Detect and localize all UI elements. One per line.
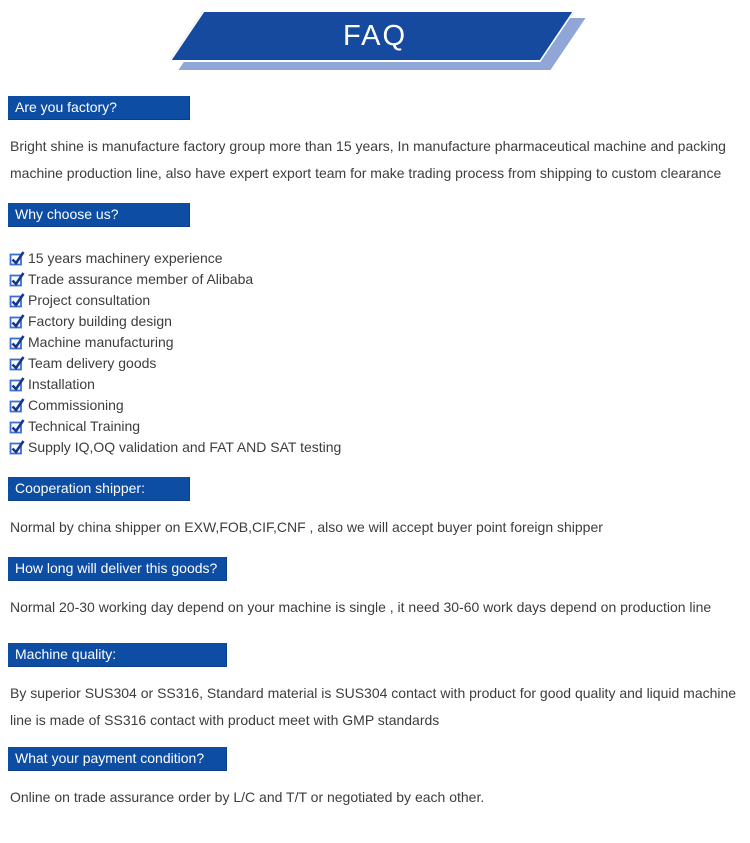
section-heading-payment-condition: What your payment condition?: [8, 747, 227, 771]
checkbox-checked-icon: [9, 334, 25, 350]
section-body-cooperation-shipper: [10, 514, 742, 541]
section-heading-are-you-factory: Are you factory?: [8, 96, 190, 120]
checklist-item: [9, 394, 742, 415]
checklist-item: [9, 415, 742, 436]
section-heading-machine-quality: Machine quality:: [8, 643, 227, 667]
checklist-item: [9, 247, 742, 268]
checkbox-checked-icon: [9, 313, 25, 329]
checklist-item-label: 15 years machinery experience: [28, 249, 223, 266]
checklist-item-label: Technical Training: [28, 417, 141, 434]
section-body-payment-condition: [10, 784, 742, 811]
paragraph-line: Normal 20-30 working day depend on your machine is single , it need 30-60 work days depend on production line: [10, 599, 712, 615]
checkbox-checked-icon: [9, 376, 25, 392]
checklist-item: [9, 289, 742, 310]
faq-title: FAQ: [342, 19, 407, 52]
checkbox-checked-icon: [9, 292, 25, 308]
checklist-item-label: Machine manufacturing: [28, 333, 174, 350]
checklist-item-label: Installation: [28, 375, 95, 392]
paragraph-line: By superior SUS304 or SS316, Standard material is SUS304 contact with product for good quality and liquid machine: [10, 685, 737, 701]
checkbox-checked-icon: [9, 439, 25, 455]
checkbox-checked-icon: [9, 418, 25, 434]
section-body-machine-quality: [10, 680, 742, 734]
paragraph-line: machine production line, also have expert export team for make trading process from shipping to custom clearance: [10, 165, 722, 181]
section-heading-why-choose-us: Why choose us?: [8, 203, 190, 227]
checklist-item-label: Team delivery goods: [28, 354, 157, 371]
checklist-item-label: Project consultation: [28, 291, 151, 308]
section-body-delivery-time: [10, 594, 742, 621]
checklist-item-label: Factory building design: [28, 312, 172, 329]
faq-content: [0, 96, 750, 811]
checklist-item: [9, 373, 742, 394]
checklist-item-label: Commissioning: [28, 396, 124, 413]
checklist-item-label: Trade assurance member of Alibaba: [28, 270, 254, 287]
section-heading-delivery-time: How long will deliver this goods?: [8, 557, 227, 581]
checkbox-checked-icon: [9, 250, 25, 266]
why-choose-us-checklist: [9, 247, 742, 457]
section-heading-cooperation-shipper: Cooperation shipper:: [8, 477, 190, 501]
faq-banner: [0, 0, 750, 96]
checklist-item: [9, 331, 742, 352]
checkbox-checked-icon: [9, 397, 25, 413]
checkbox-checked-icon: [9, 271, 25, 287]
checklist-item: [9, 436, 742, 457]
section-body-are-you-factory: [10, 133, 742, 187]
checklist-item: [9, 352, 742, 373]
checkbox-checked-icon: [9, 355, 25, 371]
checklist-item: [9, 310, 742, 331]
paragraph-line: line is made of SS316 contact with product meet with GMP standards: [10, 712, 440, 728]
paragraph-line: Bright shine is manufacture factory group more than 15 years, In manufacture pharmaceutical machine and packing: [10, 138, 726, 154]
paragraph-line: Online on trade assurance order by L/C and T/T or negotiated by each other.: [10, 789, 485, 805]
checklist-item: [9, 268, 742, 289]
checklist-item-label: Supply IQ,OQ validation and FAT AND SAT testing: [28, 438, 342, 455]
paragraph-line: Normal by china shipper on EXW,FOB,CIF,CNF , also we will accept buyer point foreign shipper: [10, 519, 603, 535]
